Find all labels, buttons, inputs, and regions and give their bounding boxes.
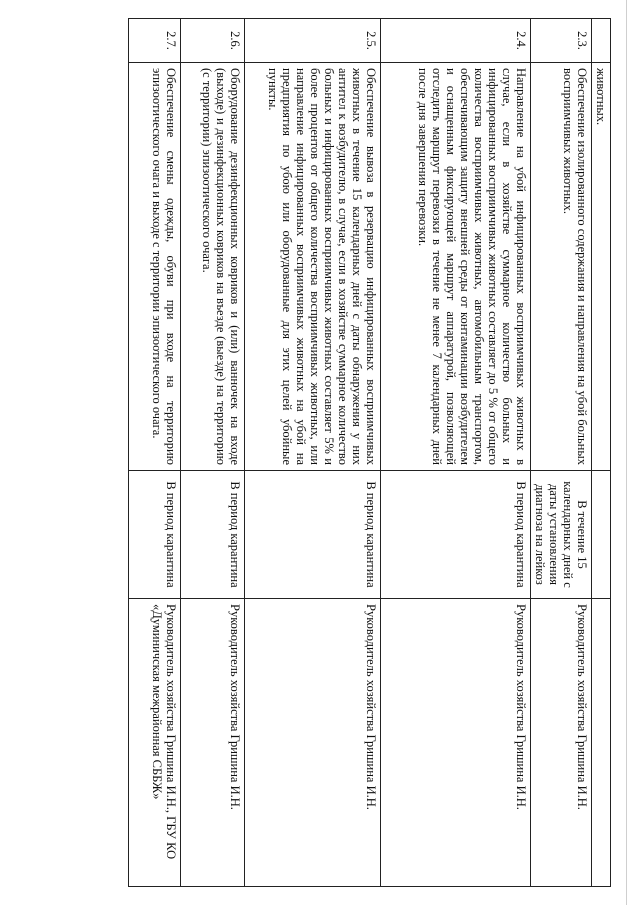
row-number xyxy=(592,19,611,63)
table-row xyxy=(531,19,592,887)
table-row xyxy=(381,19,531,887)
row-responsible: Руководитель хозяйства Гришина И.Н. xyxy=(245,599,381,887)
row-responsible: Руководитель хозяйства Гришина И.Н., ГБУ КО «Думиничская межрайонная СББЖ» xyxy=(129,599,181,887)
row-term: В течение 15 календарных дней с даты установления диагноза на лейкоз xyxy=(531,471,592,599)
row-responsible: Руководитель хозяйства Гришина И.Н. xyxy=(381,599,531,887)
row-term: В период карантина xyxy=(129,471,181,599)
measures-table xyxy=(128,18,611,887)
table-row xyxy=(129,19,181,887)
row-number: 2.4. xyxy=(381,19,531,63)
row-number: 2.6. xyxy=(181,19,245,63)
row-description: Обеспечение изолированного содержания и направления на убой больных восприимчивых животных. xyxy=(531,63,592,471)
row-responsible: Руководитель хозяйства Гришина И.Н. xyxy=(181,599,245,887)
table-row xyxy=(592,19,611,887)
row-term: В период карантина xyxy=(381,471,531,599)
row-responsible: Руководитель хозяйства Гришина И.Н. xyxy=(531,599,592,887)
row-description: животных. xyxy=(592,63,611,471)
row-term: В период карантина xyxy=(181,471,245,599)
row-description: Обеспечение вывоза в резервацию инфицированных восприимчивых животных в течение 15 календарных дней с даты обнаружения у них антител к возбудителю, в случае, если в хозяйстве суммарное количество больных и инфицированных восприимчивых животных составляет 5% и более процентов от общего количества восприимчивых животных, или направление инфицированных восприимчивых животных на убой на предприятия по убою или оборудованные для этих целей убойные пункты. xyxy=(245,63,381,471)
row-responsible xyxy=(592,599,611,887)
table-row xyxy=(245,19,381,887)
row-number: 2.5. xyxy=(245,19,381,63)
table-row xyxy=(181,19,245,887)
row-description: Оборудование дезинфекционных ковриков и (или) ванночек на входе (выходе) и дезинфекционных ковриков на въезде (выезде) на территорию (с территории) эпизоотического очага. xyxy=(181,63,245,471)
row-term: В период карантина xyxy=(245,471,381,599)
row-description: Направление на убой инфицированных восприимчивых животных в случае, если в хозяйстве суммарное количество больных и инфицированных восприимчивых животных составляет до 5 % от общего количества восприимчивых животных, автомобильным транспортом, обеспечивающим защиту внешней среды от контаминации возбудителем и оснащенным фиксирующей маршрут аппаратурой, позволяющей отследить маршрут перевозки в течение не менее 7 календарных дней после дня завершения перевозки. xyxy=(381,63,531,471)
row-description: Обеспечение смены одежды, обуви при входе на территорию эпизоотического очага и выходе с территории эпизоотического очага. xyxy=(129,63,181,471)
row-number: 2.7. xyxy=(129,19,181,63)
row-number: 2.3. xyxy=(531,19,592,63)
row-term xyxy=(592,471,611,599)
